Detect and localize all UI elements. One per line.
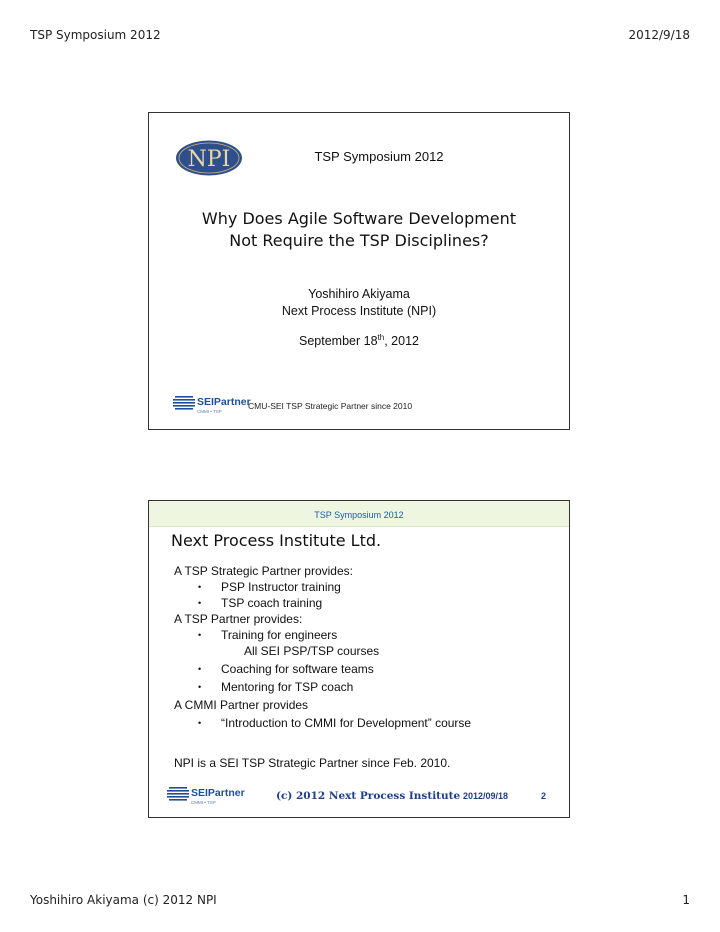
bullet-coaching <box>174 661 554 677</box>
slide1-org: Next Process Institute (NPI) <box>281 304 437 318</box>
bullet-text: PSP Instructor training <box>221 580 341 594</box>
bullet-mentoring <box>174 679 554 695</box>
bullet-dot: • <box>198 582 202 592</box>
header-right: 2012/9/18 <box>628 28 690 42</box>
slide1-date-prefix: September 18 <box>299 334 378 349</box>
bullet-psp-instructor <box>174 579 554 595</box>
bullet-dot: • <box>198 630 202 640</box>
footer-left: Yoshihiro Akiyama (c) 2012 NPI <box>30 893 217 907</box>
bullet-text: TSP coach training <box>221 596 323 610</box>
sub-all-sei: All SEI PSP/TSP courses <box>244 644 380 658</box>
sei-partner-logo-icon <box>167 783 245 807</box>
bullet-text: “Introduction to CMMI for Development” course <box>221 716 472 730</box>
bullet-training-engineers <box>174 627 554 643</box>
slide1-title <box>169 208 549 252</box>
line-partner: A TSP Partner provides: <box>174 612 303 626</box>
sei-logo-sub: CMMI • TSP <box>191 800 216 805</box>
slide2-footer-copyright: (c) 2012 Next Process Institute <box>276 790 461 802</box>
slide2-header: TSP Symposium 2012 <box>314 510 404 520</box>
slide1-title-line1: Why Does Agile Software Development <box>201 209 517 228</box>
slide1-title-line2: Not Require the TSP Disciplines? <box>229 231 489 250</box>
bullet-dot: • <box>198 718 202 728</box>
page-footer <box>30 893 690 907</box>
page-header <box>30 28 690 42</box>
bullet-tsp-coach <box>174 595 554 611</box>
sei-logo-sub: CMMI • TSP <box>197 409 222 414</box>
bullet-text: Mentoring for TSP coach <box>221 680 354 694</box>
slide1-date <box>149 333 569 348</box>
slide-2 <box>148 500 570 818</box>
bullet-dot: • <box>198 664 202 674</box>
bullet-dot: • <box>198 598 202 608</box>
bullet-dot: • <box>198 682 202 692</box>
slide1-date-suffix: , 2012 <box>384 334 419 349</box>
slide2-footer-page-number: 2 <box>541 791 547 801</box>
line-npi: NPI is a SEI TSP Strategic Partner since Feb. 2010. <box>174 756 451 770</box>
header-left: TSP Symposium 2012 <box>30 28 161 42</box>
slide1-author: Yoshihiro Akiyama <box>308 287 410 301</box>
sei-logo-text: SEIPartner <box>197 396 251 408</box>
sei-logo-text: SEIPartner <box>191 787 245 799</box>
npi-logo-text: NPI <box>187 147 231 172</box>
slide1-date-sup: th <box>377 333 385 342</box>
slide-1 <box>148 112 570 430</box>
slide1-symposium: TSP Symposium 2012 <box>314 149 444 164</box>
sei-partner-logo-icon <box>173 392 251 416</box>
line-strategic: A TSP Strategic Partner provides: <box>174 564 353 578</box>
slide1-author-block <box>149 286 569 320</box>
slide2-title: Next Process Institute Ltd. <box>171 531 382 550</box>
slide2-body <box>174 563 554 771</box>
line-cmmi: A CMMI Partner provides <box>174 698 309 712</box>
footer-page-number: 1 <box>682 893 690 907</box>
slide2-footer-date: 2012/09/18 <box>463 791 509 801</box>
bullet-intro-cmmi <box>174 715 554 731</box>
bullet-text: Training for engineers <box>221 628 338 642</box>
slide1-partner-text: CMU-SEI TSP Strategic Partner since 2010 <box>248 401 413 411</box>
bullet-text: Coaching for software teams <box>221 662 374 676</box>
